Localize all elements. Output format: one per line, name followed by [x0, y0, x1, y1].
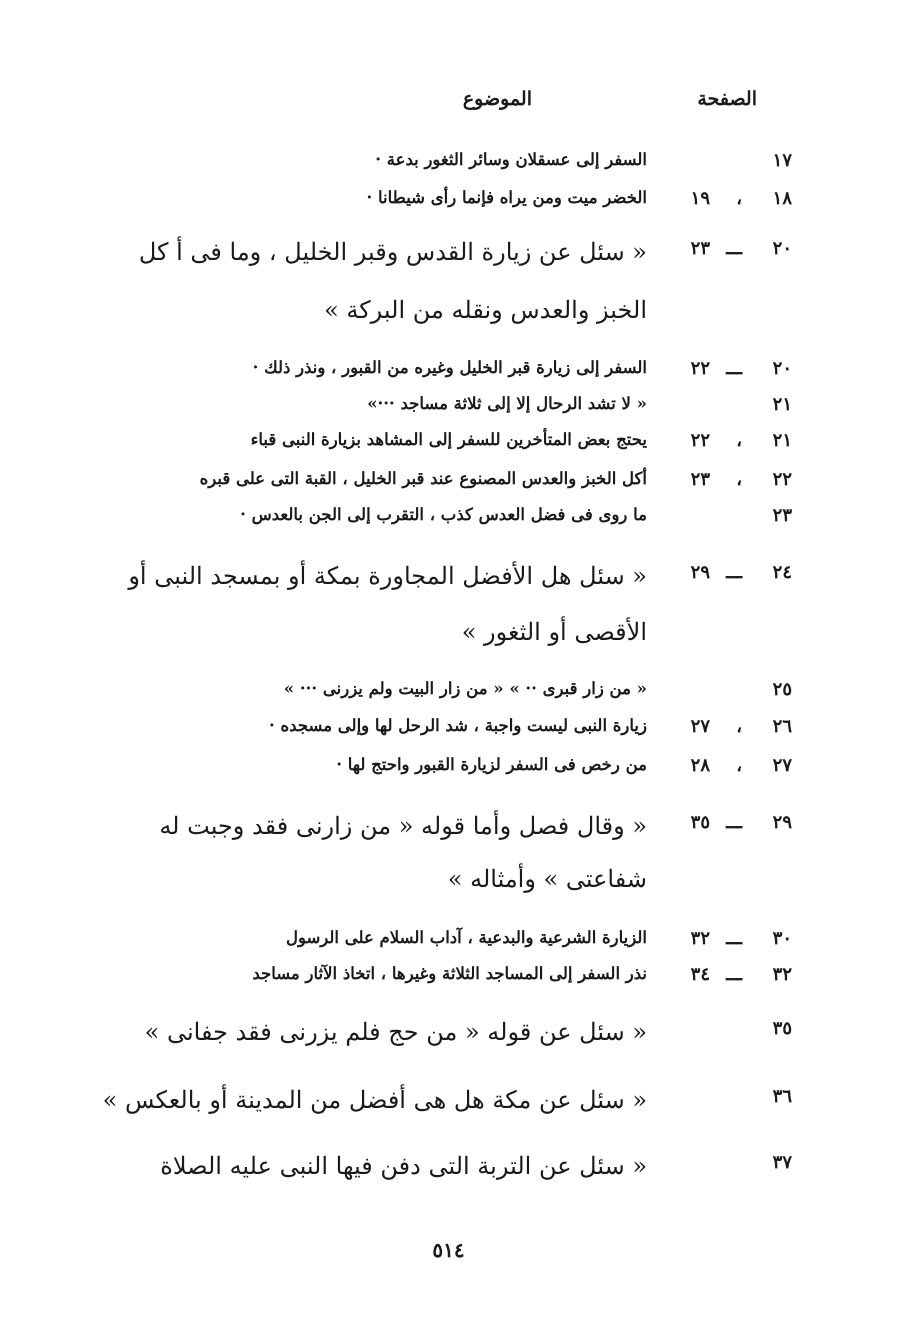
entry-topic: « لا تشد الرحال إلا إلى ثلاثة مساجد ···»	[367, 394, 647, 413]
entry-topic: زيارة النبى ليست واجبة ، شد الرحل لها وإلى مسجده ·	[269, 716, 647, 735]
entry-page-number: ٢٦	[772, 716, 792, 737]
topic-column-header: الموضوع	[462, 88, 532, 110]
entry-topic: « سئل عن مكة هل هى أفضل من المدينة أو بالعكس »	[102, 1086, 647, 1114]
entry-page-end: ٢٨	[690, 755, 710, 776]
entry-page-end: ٢٢	[690, 358, 710, 379]
entry-page-number: ٣٥	[772, 1018, 792, 1039]
entry-page-number: ٢٢	[772, 469, 792, 490]
entry-page-number: ٣٢	[772, 964, 792, 985]
entry-topic: « سئل عن التربة التى دفن فيها النبى عليه الصلاة	[160, 1152, 647, 1180]
entry-topic: من رخص فى السفر لزيارة القبور واحتج لها ·	[336, 755, 647, 774]
entry-range-separator: ،	[736, 188, 742, 209]
entry-topic: أكل الخبز والعدس المصنوع عند قبر الخليل ، القبة التى على قبره	[199, 469, 647, 488]
entry-topic: الزيارة الشرعية والبدعية ، آداب السلام على الرسول	[285, 928, 647, 947]
entry-topic-continuation: الأقصى أو الثغور »	[461, 618, 647, 646]
entry-page-number: ٢٠	[772, 358, 792, 379]
entry-topic-continuation: شفاعتى » وأمثاله »	[447, 865, 647, 893]
entry-page-end: ٢٣	[690, 238, 710, 259]
entry-page-number: ٣٠	[772, 928, 792, 949]
entry-page-end: ٢٢	[690, 430, 710, 451]
entry-page-number: ٢٠	[772, 238, 792, 259]
entry-page-end: ٢٣	[690, 469, 710, 490]
entry-topic: نذر السفر إلى المساجد الثلاثة وغيرها ، اتخاذ الآثار مساجد	[252, 964, 647, 983]
entry-page-end: ٣٢	[690, 928, 710, 949]
entry-range-separator: ـــ	[726, 238, 742, 259]
entry-range-separator: ـــ	[726, 928, 742, 949]
entry-topic: ما روى فى فضل العدس كذب ، التقرب إلى الجن بالعدس ·	[240, 505, 647, 524]
entry-range-separator: ،	[736, 469, 742, 490]
entry-topic: يحتج بعض المتأخرين للسفر إلى المشاهد بزيارة النبى قباء	[250, 430, 647, 449]
entry-page-number: ١٨	[772, 188, 792, 209]
entry-range-separator: ـــ	[726, 562, 742, 583]
entry-range-separator: ،	[736, 430, 742, 451]
entry-page-number: ٢٤	[772, 562, 792, 583]
entry-page-number: ٢٩	[772, 812, 792, 833]
entry-page-number: ٣٧	[772, 1152, 792, 1173]
entry-range-separator: ،	[736, 755, 742, 776]
entry-page-end: ٢٩	[690, 562, 710, 583]
entry-topic: السفر إلى عسقلان وسائر الثغور بدعة ·	[375, 150, 647, 169]
entry-page-number: ٣٦	[772, 1086, 792, 1107]
entry-page-end: ٢٧	[690, 716, 710, 737]
entry-page-number: ٢١	[772, 430, 792, 451]
entry-page-number: ٢١	[772, 394, 792, 415]
entry-page-number: ١٧	[772, 150, 792, 171]
entry-topic: « وقال فصل وأما قوله « من زارنى فقد وجبت له	[159, 812, 647, 840]
entry-page-end: ٣٥	[690, 812, 710, 833]
entry-page-number: ٢٧	[772, 755, 792, 776]
page-number: ٥١٤	[432, 1238, 465, 1262]
entry-topic: « سئل هل الأفضل المجاورة بمكة أو بمسجد النبى أو	[128, 562, 647, 590]
entry-page-end: ٣٤	[690, 964, 710, 985]
entry-topic: « من زار قبرى ·· » « من زار البيت ولم يزرنى ··· »	[283, 679, 647, 698]
entry-topic: « سئل عن زيارة القدس وقبر الخليل ، وما فى أ كل	[138, 238, 647, 266]
entry-page-end: ١٩	[690, 188, 710, 209]
entry-topic-continuation: الخبز والعدس ونقله من البركة »	[324, 296, 647, 324]
page-column-header: الصفحة	[697, 88, 757, 110]
entry-topic: الخضر ميت ومن يراه فإنما رأى شيطانا ·	[366, 188, 647, 207]
entry-range-separator: ـــ	[726, 964, 742, 985]
entry-page-number: ٢٣	[772, 505, 792, 526]
entry-range-separator: ـــ	[726, 812, 742, 833]
entry-range-separator: ـــ	[726, 358, 742, 379]
entry-page-number: ٢٥	[772, 679, 792, 700]
entry-range-separator: ،	[736, 716, 742, 737]
entry-topic: « سئل عن قوله « من حج فلم يزرنى فقد جفانى »	[144, 1018, 647, 1046]
entry-topic: السفر إلى زيارة قبر الخليل وغيره من القبور ، ونذر ذلك ·	[252, 358, 647, 377]
